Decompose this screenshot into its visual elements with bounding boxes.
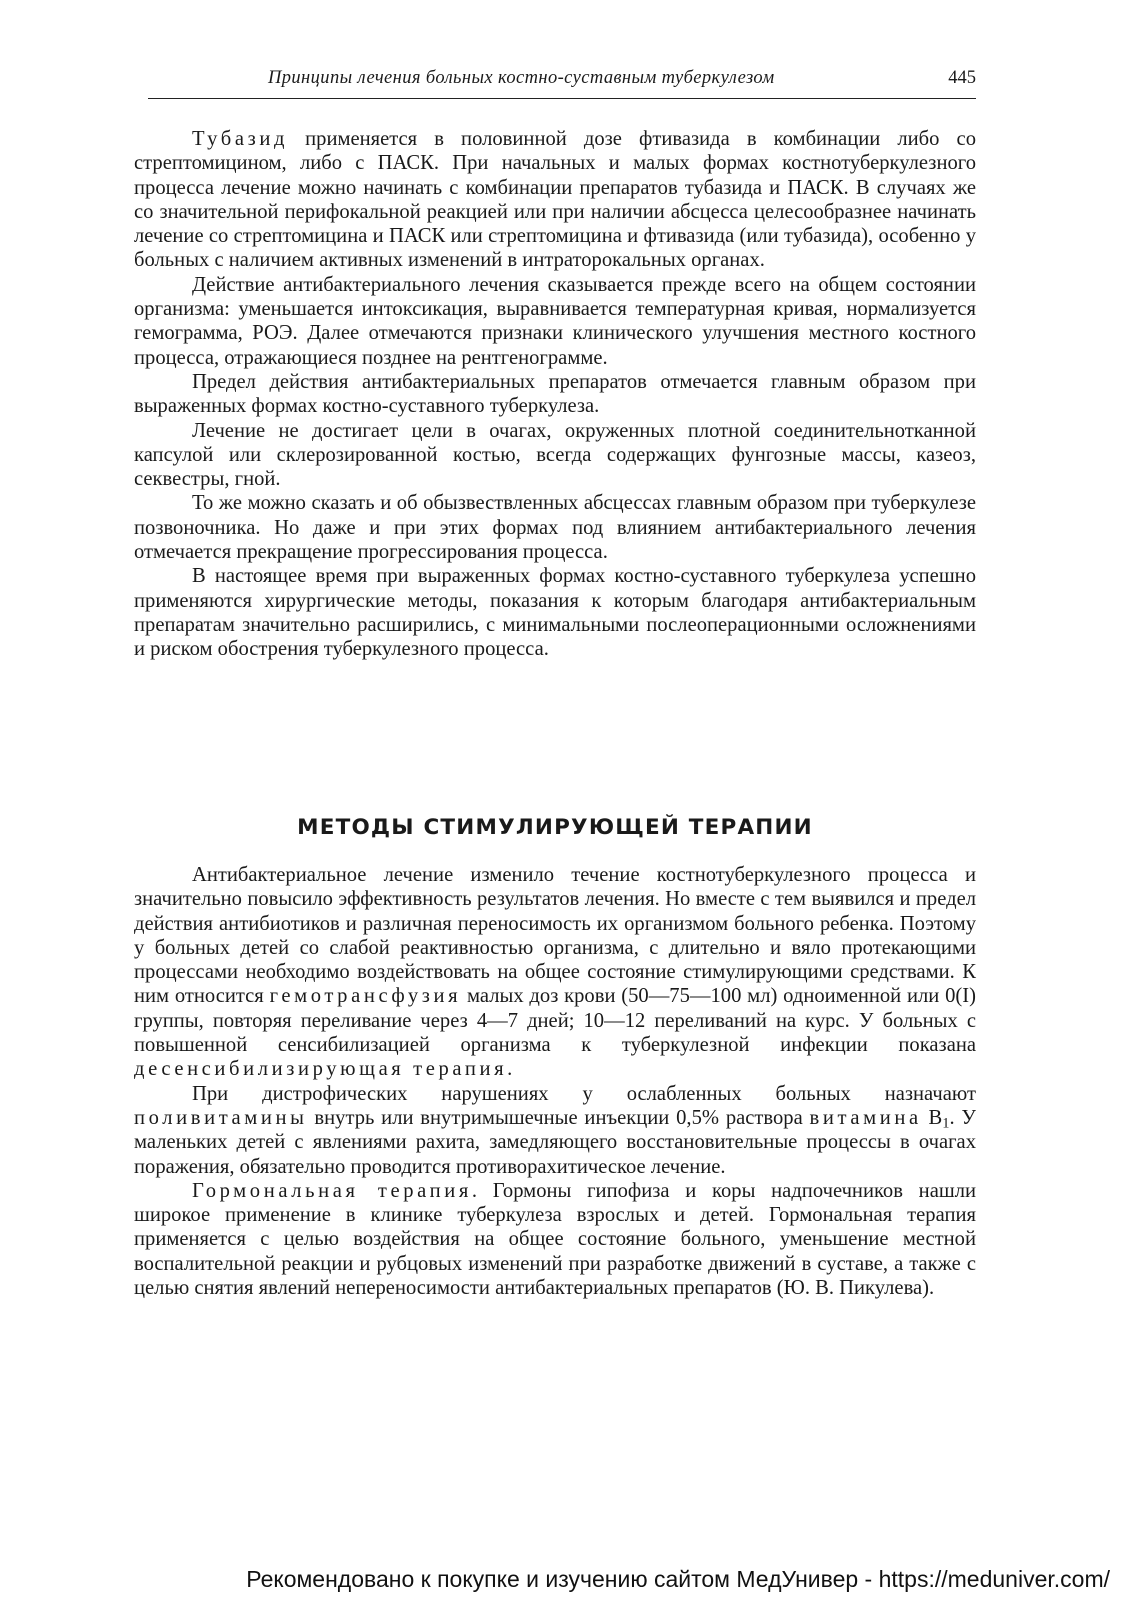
paragraph-text: Антибактериальное лечение изменило течение костнотуберкулезного процесса и значительно повысило эффективность результатов лечения. Но вместе с тем выявился и предел действия антибиотиков и различная переносимость их организмом больного ребенка. Поэтому у больных детей со слабой реактивностью организма, с длительно и вяло протекающими процессами необходимо воздействовать на общее состояние стимулирующими средствами. К ним относится — [134, 864, 976, 1008]
section-antibacterial-text — [134, 127, 976, 662]
paragraph-text: внутрь или внутримышечные инъекции 0,5% раствора — [307, 1106, 810, 1129]
paragraph-effect: Действие антибактериального лечения сказывается прежде всего на общем состоянии организма: уменьшается интоксикация, выравнивается температурная кривая, нормализуется гемограмма, РОЭ. Далее отмечаются признаки клинического улучшения местного костного процесса, отражающиеся позднее на рентгенограмме. — [134, 273, 976, 369]
paragraph-vitamins — [134, 1082, 976, 1179]
paragraph-stimulating — [134, 863, 976, 1082]
subscript: 1 — [942, 1115, 950, 1132]
section-stimulating-text — [134, 863, 976, 1300]
paragraph-text: . У маленьких детей с явлениями рахита, замедляющего восстановительные процессы в очагах поражения, обязательно проводится противорахитическое лечение. — [134, 1106, 976, 1178]
running-header — [148, 64, 976, 99]
paragraph-text: . — [507, 1058, 513, 1081]
running-title: Принципы лечения больных костно-суставным туберкулезом — [268, 68, 775, 88]
footer-note: Рекомендовано к покупке и изучению сайтом МедУнивер - https://meduniver.com/ — [246, 1566, 1110, 1592]
emphasis-term: Тубазид — [192, 128, 289, 150]
page-number: 445 — [948, 68, 976, 88]
section-heading: МЕТОДЫ СТИМУЛИРУЮЩЕЙ ТЕРАПИИ — [297, 815, 813, 840]
paragraph-text: B — [921, 1106, 943, 1129]
paragraph-text: применяется в половинной дозе фтивазида в комбинации либо со стрептомицином, либо с ПАСК. При начальных и малых формах костнотуберкулезного процесса лечение можно начинать с комбинации препаратов тубазида и ПАСК. В случаях же со значительной перифокальной реакцией или при наличии абсцесса целесообразнее начинать лечение со стрептомицина и ПАСК или стрептомицина и фтивазида (или тубазида), особенно у больных с наличием активных изменений в интраторокальных органах. — [134, 128, 976, 272]
paragraph-foci: Лечение не достигает цели в очагах, окруженных плотной соединительнотканной капсулой или склерозированной костью, всегда содержащих фунгозные массы, казеоз, секвестры, гной. — [134, 419, 976, 491]
emphasis-term: поливитамины — [134, 1106, 308, 1129]
paragraph-limit: Предел действия антибактериальных препаратов отмечается главным образом при выраженных формах костно-суставного туберкулеза. — [134, 370, 976, 418]
paragraph-text: . Гормоны гипофиза и коры надпочечников нашли широкое применение в клинике туберкулеза взрослых и детей. Гормональная терапия применяется с целью воздействия на общее состояние больного, уменьшение местной воспалительной реакции и рубцовых изменений при разработке движений в суставе, а также с целью снятия явлений непереносимости антибактериальных препаратов (Ю. В. Пикулева). — [134, 1179, 976, 1300]
paragraph-tubazid — [134, 127, 976, 273]
emphasis-term: десенсибилизирующая терапия — [134, 1058, 508, 1081]
emphasis-term: витамина — [809, 1106, 922, 1129]
paragraph-text: малых доз крови (50—75—100 мл) одноименной или 0(I) группы, повторяя переливание через 4—7 дней; 10—12 переливаний на курс. У больных с повышенной сенсибилизацией организма к туберкулезной инфекции показана — [134, 985, 976, 1057]
paragraph-text: При дистрофических нарушениях у ослабленных больных назначают — [192, 1082, 976, 1105]
paragraph-abscess: То же можно сказать и об обызвествленных абсцессах главным образом при туберкулезе позвоночника. Но даже и при этих формах под влиянием антибактериального лечения отмечается прекращение прогрессирования процесса. — [134, 492, 976, 564]
paragraph-surgery: В настоящее время при выраженных формах костно-суставного туберкулеза успешно применяются хирургические методы, показания к которым благодаря антибактериальным препаратам значительно расширились, с минимальными послеоперационными осложнениями и риском обострения туберкулезного процесса. — [134, 565, 976, 661]
emphasis-term: Гормональная терапия — [192, 1179, 472, 1202]
emphasis-term: гемотрансфузия — [269, 985, 462, 1008]
paragraph-hormonal — [134, 1179, 976, 1300]
